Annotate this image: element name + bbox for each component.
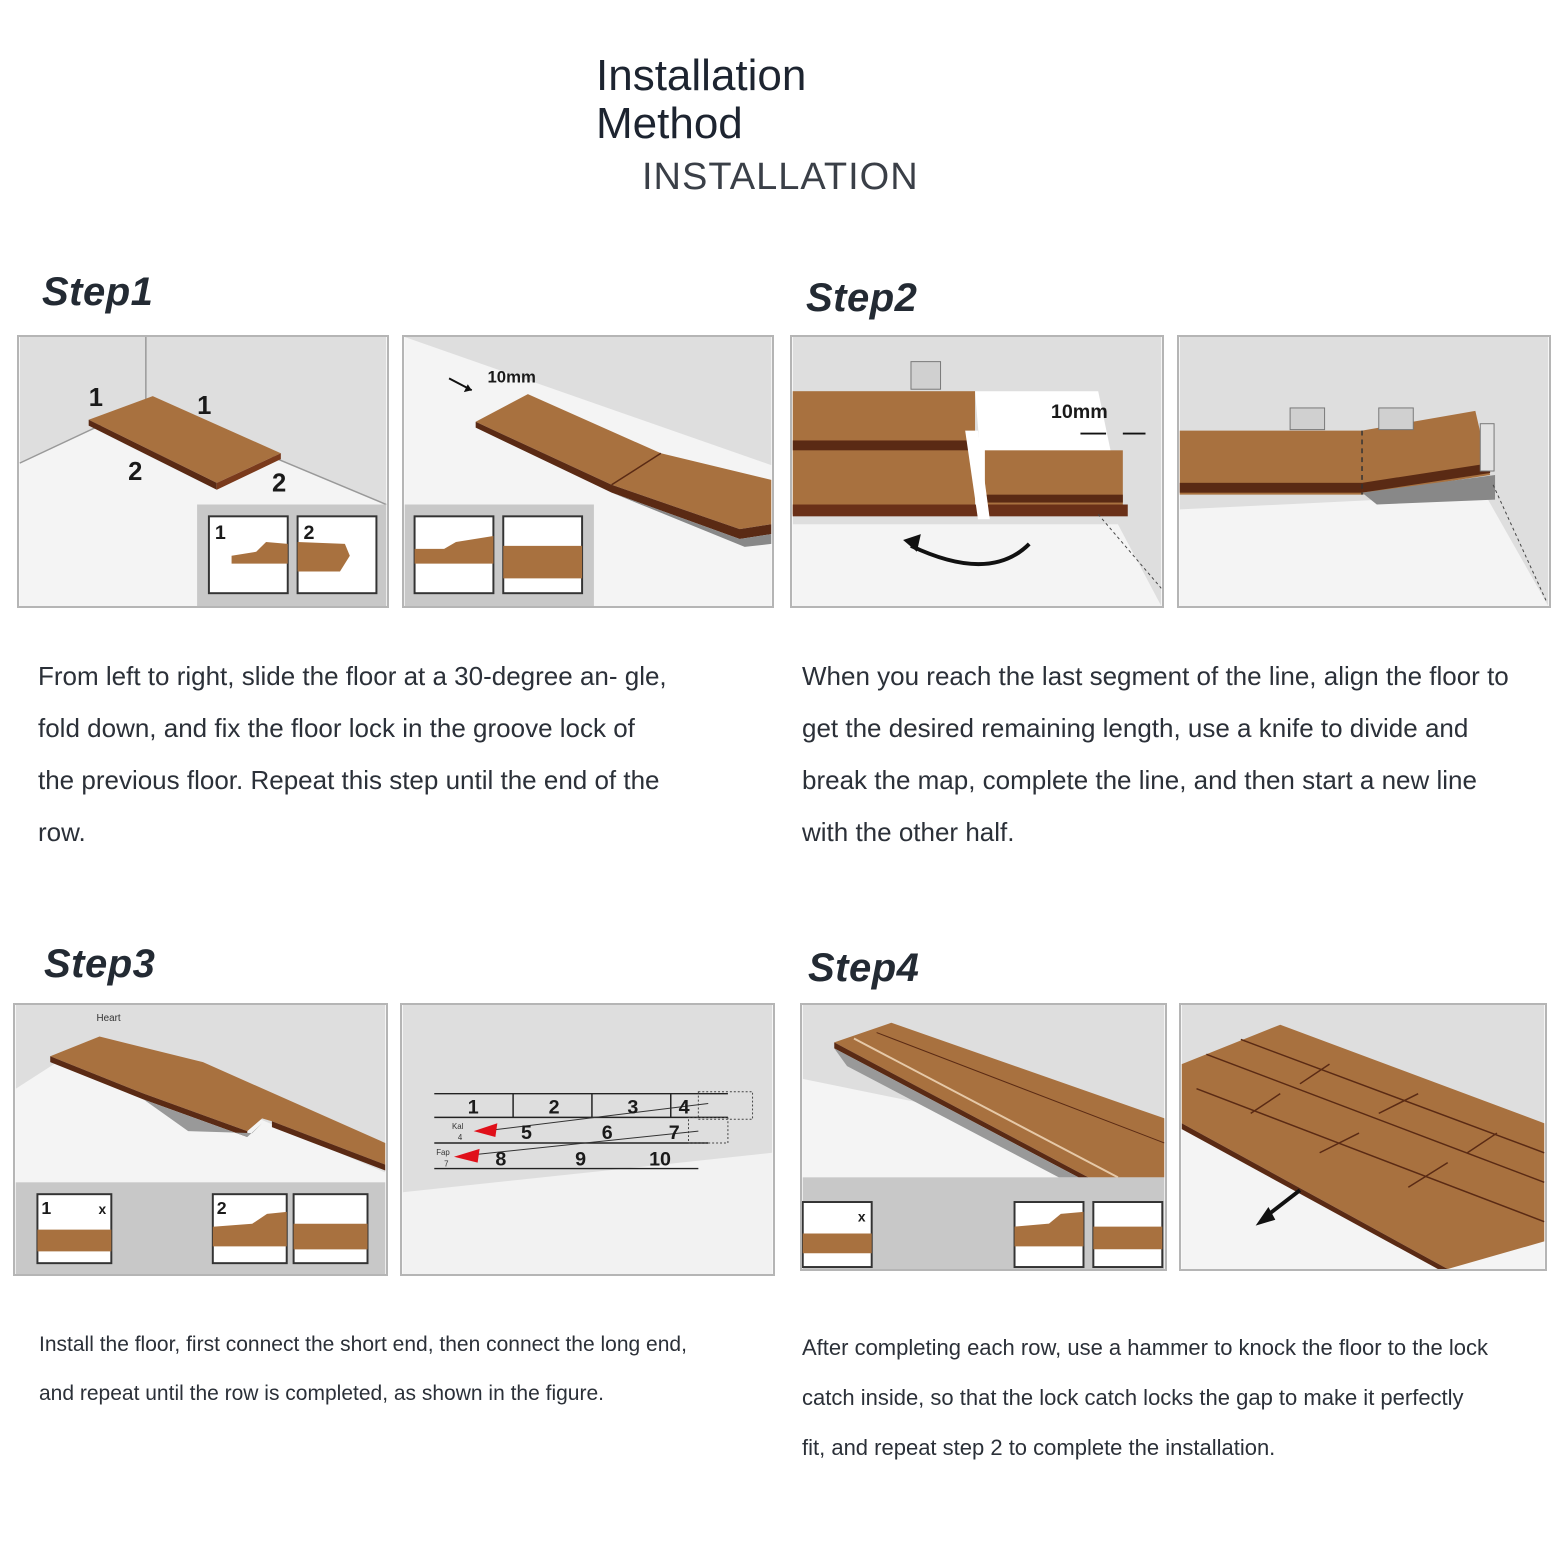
step1-illustration-b	[402, 335, 774, 608]
step3-board-3: 3	[627, 1096, 639, 1119]
step2-illustration-a	[790, 335, 1164, 608]
step1-inset-label-2: 2	[303, 521, 315, 544]
step4-diagram-a	[802, 1005, 1165, 1269]
step3-marker-kal: Kal	[452, 1122, 464, 1132]
page-title	[596, 52, 806, 148]
step3-board-4: 4	[678, 1096, 690, 1119]
step4-illustration-b	[1179, 1003, 1547, 1271]
step3-board-10: 10	[649, 1148, 671, 1171]
step3-board-9: 9	[575, 1148, 587, 1171]
step1-inset-label-1: 1	[214, 521, 226, 544]
step2-gap-label: 10mm	[1050, 400, 1108, 423]
step3-board-8: 8	[495, 1148, 507, 1171]
step3-illustration-b	[400, 1003, 775, 1276]
step3-marker-fap: Fap	[436, 1147, 450, 1157]
step3-marker-4: 4	[457, 1132, 463, 1142]
step3-board-7: 7	[668, 1122, 680, 1145]
step1-label-2b: 2	[271, 469, 287, 498]
step3-marker-7: 7	[444, 1159, 449, 1169]
title-line-2: Method	[596, 99, 743, 148]
step1-label-1a: 1	[88, 383, 103, 412]
step3-inset-label-2: 2	[216, 1197, 227, 1218]
step4-illustration-a	[800, 1003, 1167, 1271]
step3-board-5: 5	[520, 1122, 532, 1145]
step3-board-2: 2	[548, 1096, 560, 1119]
step4-description: After completing each row, use a hammer to knock the floor to the lock catch inside, so that the lock catch locks the gap to make it perfectly fit, and repeat step 2 to complete the installation.	[802, 1335, 1489, 1460]
step1-label-1b: 1	[197, 391, 212, 420]
step1-description: From left to right, slide the floor at a 30-degree an- gle, fold down, and fix the floor lock in the groove lock of the previous floor. Repeat this step until the end of the row.	[38, 661, 667, 847]
step1-heading: Step1	[42, 270, 154, 314]
step4-heading: Step4	[808, 946, 920, 990]
step3-illustration-a	[13, 1003, 388, 1276]
step1-diagram-a	[19, 337, 387, 606]
step3-board-1: 1	[467, 1096, 479, 1119]
step2-illustration-b	[1177, 335, 1551, 608]
step1-illustration-a	[17, 335, 389, 608]
step2-diagram-b	[1179, 337, 1549, 606]
step1-diagram-b	[404, 337, 772, 606]
step3-heading: Step3	[44, 942, 156, 986]
title-line-1: Installation	[596, 51, 807, 100]
page-subtitle: INSTALLATION	[642, 156, 919, 198]
step3-inset-label-1: 1	[41, 1197, 52, 1218]
step1-gap-label: 10mm	[487, 367, 536, 387]
step4-diagram-b	[1181, 1005, 1545, 1269]
step3-small-label: Heart	[96, 1012, 121, 1024]
step3-diagram-b	[402, 1005, 773, 1274]
step3-diagram-a	[15, 1005, 386, 1274]
step2-diagram-a	[792, 337, 1162, 606]
step1-label-2a: 2	[128, 457, 143, 486]
step2-heading: Step2	[806, 276, 918, 320]
step4-inset-marker: x	[857, 1209, 866, 1225]
step2-description: When you reach the last segment of the line, align the floor to get the desired remaining length, use a knife to divide and break the map, complete the line, and then start a new line with the other half.	[802, 661, 1509, 847]
step3-board-6: 6	[601, 1122, 613, 1145]
step3-description: Install the floor, first connect the short end, then connect the long end, and repeat until the row is completed, as shown in the figure.	[39, 1333, 687, 1405]
step3-inset-marker: x	[98, 1201, 107, 1217]
